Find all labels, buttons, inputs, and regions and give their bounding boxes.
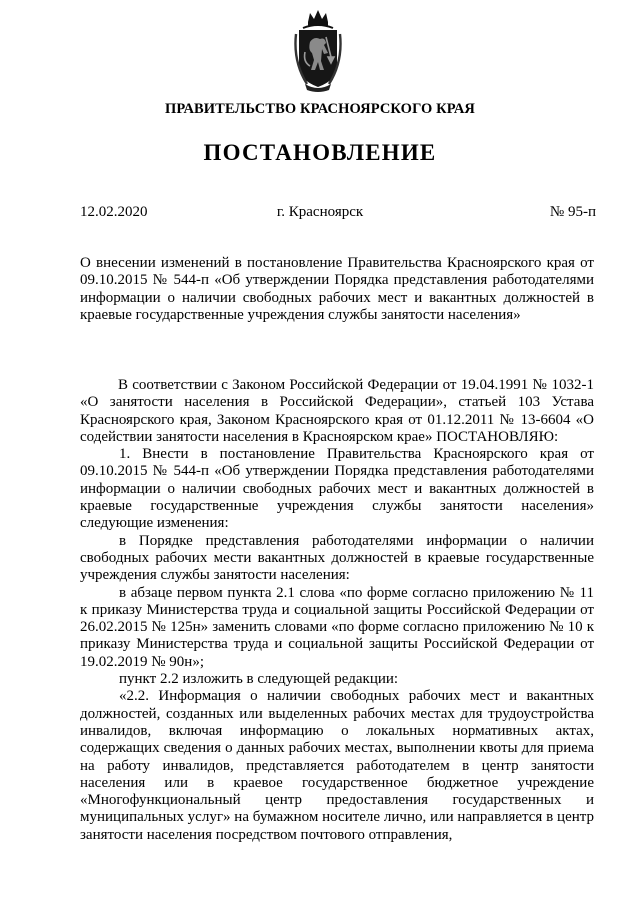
paragraph-point-2-2-text: «2.2. Информация о наличии свободных рабочих мест и вакантных должностей, созданных или выделенных рабочих местах для трудоустройства инвалидов, включая информацию о локальных нормативных актах, содержащих сведения о данных рабочих местах, выполнении квоты для приема на работу инвалидов, представляется работодателем в центр занятости населения или в краевое государственное бюджетное учреждение «Многофункциональный центр предоставления государственных и муниципальных услуг» на бумажном носителе лично, или направляется в центр занятости населения посредством почтового отправления, (80, 688, 594, 843)
paragraph-item-1: 1. Внести в постановление Правительства Красноярского края от 09.10.2015 № 544-п «Об утверждении Порядка представления работодателями информации о наличии свободных рабочих мест и вакантных должностей в краевые государственные учреждения службы занятости населения» следующие изменения: (80, 446, 594, 532)
krasnoyarsk-krai-coat-of-arms-icon (293, 8, 343, 92)
document-city: г. Красноярск (276, 204, 364, 220)
paragraph-procedure-intro: в Порядке представления работодателями информации о наличии свободных рабочих мести вакантных должностей в краевые государственные учреждения службы занятости населения: (80, 532, 594, 584)
paragraph-point-2-2-intro: пункт 2.2 изложить в следующей редакции: (119, 671, 399, 688)
document-number: № 95-п (549, 204, 596, 220)
paragraph-point-2-1: в абзаце первом пункта 2.1 слова «по форме согласно приложению № 11 к приказу Министерства труда и социальной защиты Российской Федерации от 26.02.2015 № 125н» заменить словами «по форме согласно приложению № 10 к приказу Министерства труда и социальной защиты Российской Федерации от 19.02.2019 № 90н»; (80, 584, 594, 670)
document-body (80, 377, 594, 844)
document-date: 12.02.2020 (80, 204, 148, 220)
paragraph-preamble: В соответствии с Законом Российской Федерации от 19.04.1991 № 1032-1 «О занятости населения в Российской Федерации», статьей 103 Устава Красноярского края, Законом Красноярского края от 01.12.2011 № 13-6604 «О содействии занятости населения в Красноярском крае» ПОСТАНОВЛЯЮ: (80, 377, 594, 445)
document-subject: О внесении изменений в постановление Правительства Красноярского края от 09.10.2015 № 544-п «Об утверждении Порядка представления работодателями информации о наличии свободных рабочих мест и вакантных должностей в краевые государственные учреждения службы занятости населения» (80, 255, 594, 323)
government-name: ПРАВИТЕЛЬСТВО КРАСНОЯРСКОГО КРАЯ (164, 101, 475, 117)
document-type-title: ПОСТАНОВЛЕНИЕ (203, 140, 437, 165)
